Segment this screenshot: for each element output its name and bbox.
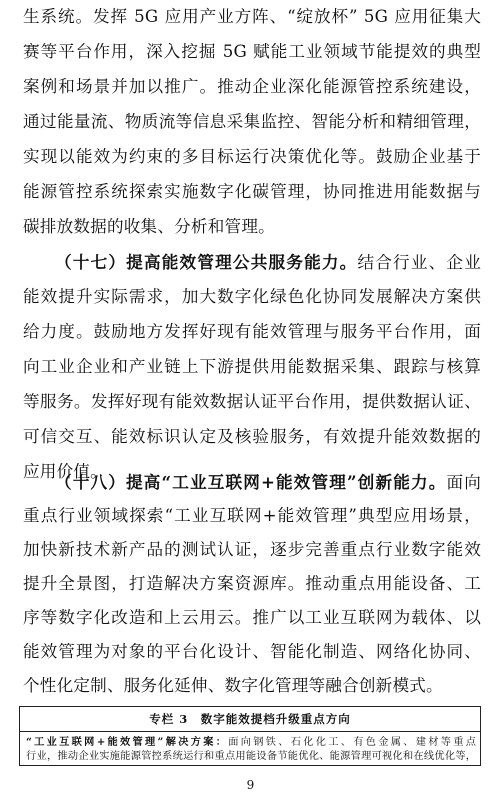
- body-line: 提升全景图，打造解决方案资源库。推动重点用能设备、工: [23, 574, 481, 593]
- feature-box: [19, 706, 481, 766]
- feature-box-text: 面向钢铁、石化化工、有色金属、建材等重点: [228, 737, 476, 748]
- feature-box-title: 专栏 3 数字能效提档升级重点方向: [20, 707, 480, 732]
- body-line: 个性化定制、服务化延伸、数字化管理等融合创新模式。: [23, 676, 443, 695]
- body-line: 实现以能效为约束的多目标运行决策优化等。鼓励企业基于: [23, 147, 481, 166]
- section-17-first-text: 结合行业、企业: [357, 253, 481, 272]
- body-line: 应用价值。: [23, 462, 107, 481]
- body-line: 序等数字化改造和上云用云。推广以工业互联网为载体、以: [23, 608, 481, 627]
- body-line: 案例和场景并加以推广。推动企业深化能源管控系统建设，: [23, 77, 481, 96]
- body-line: 通过能量流、物质流等信息采集监控、智能分析和精细管理，: [23, 112, 481, 131]
- body-line: 赛等平台作用，深入挖掘 5G 赋能工业领域节能提效的典型: [23, 42, 481, 61]
- section-17-heading: （十七）提高能效管理公共服务能力。: [55, 252, 358, 272]
- body-line: 等服务。发挥好现有能效数据认证平台作用，提供数据认证、: [23, 392, 481, 411]
- body-line: 重点行业领域探索“工业互联网+能效管理”典型应用场景，: [23, 506, 481, 525]
- body-line: 能效提升实际需求，加大数字化绿色化协同发展解决方案供: [23, 287, 481, 306]
- body-line: 可信交互、能效标识认定及核验服务，有效提升能效数据的: [23, 427, 481, 446]
- body-line: 向工业企业和产业链上下游提供用能数据采集、跟踪与核算: [23, 357, 481, 376]
- section-18-first-line: [55, 468, 481, 496]
- body-line: 加快新技术新产品的测试认证，逐步完善重点行业数字能效: [23, 540, 481, 559]
- page-number: 9: [246, 778, 255, 792]
- body-line: 生系统。发挥 5G 应用产业方阵、“绽放杯” 5G 应用征集大: [23, 7, 481, 26]
- feature-box-label: “工业互联网+能效管理”解决方案：: [26, 736, 229, 748]
- feature-box-line: [26, 734, 476, 750]
- section-18-first-text: 面向: [446, 473, 481, 492]
- feature-box-line: 行业，推动企业实施能源管控系统运行和重点用能设备节能优化、能源管理可视化和在线优化等，: [26, 751, 476, 762]
- body-line: 能源管控系统探索实施数字化碳管理，协同推进用能数据与: [23, 182, 481, 201]
- section-17-first-line: [55, 248, 481, 276]
- body-line: 给力度。鼓励地方发挥好现有能效管理与服务平台作用，面: [23, 322, 481, 341]
- body-line: 能效管理为对象的平台化设计、智能化制造、网络化协同、: [23, 642, 481, 661]
- body-line: 碳排放数据的收集、分析和管理。: [23, 217, 275, 236]
- section-18-heading: （十八）提高“工业互联网+能效管理”创新能力。: [55, 472, 447, 492]
